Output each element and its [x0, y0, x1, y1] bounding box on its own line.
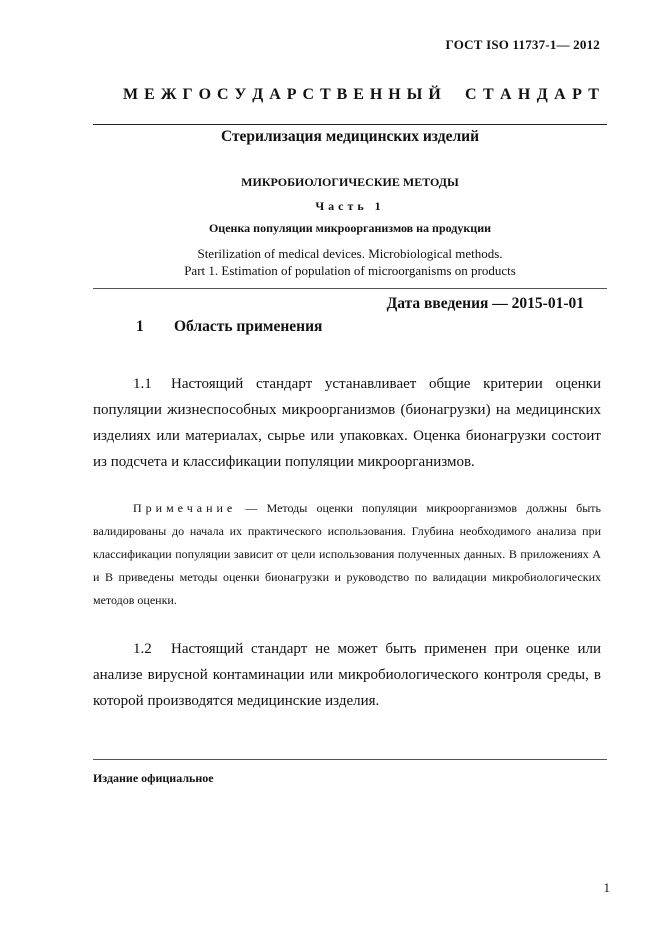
spread-letter: Й: [428, 86, 441, 103]
spread-letter: Д: [252, 86, 264, 103]
spread-letter: Е: [353, 86, 364, 103]
spread-letter: В: [336, 86, 348, 103]
top-divider: [93, 124, 607, 125]
section-title: Область применения: [174, 318, 323, 335]
page-number: 1: [603, 880, 610, 895]
english-title-line-2: Part 1. Estimation of population of microorganisms on products: [184, 263, 516, 278]
spread-letter: Н: [369, 86, 383, 103]
section-number: 1: [136, 318, 144, 335]
standard-kind: [123, 86, 599, 104]
note-label: Примечание: [133, 501, 237, 515]
standard-kind-word-2: [465, 86, 599, 104]
spread-letter: Н: [388, 86, 401, 103]
spread-letter: Ж: [160, 86, 177, 103]
spread-letter: Г: [182, 86, 193, 103]
spread-letter: Н: [517, 86, 531, 103]
paragraph-text: Настоящий стандарт не может быть применен при оценке или анализе вирусной контаминации или микробиологического контроля среды, в которой производятся медицинские изделия.: [93, 641, 601, 709]
spread-letter: А: [269, 86, 281, 103]
title-divider: [93, 288, 607, 289]
edition-label: Издание официальное: [93, 771, 214, 785]
spread-letter: О: [198, 86, 212, 103]
paragraph-text: Настоящий стандарт устанавливает общие критерии оценки популяции жизнеспособных микроорганизмов (бионагрузки) на медицинских изделиях или материалах, сырье или упаковках. Оценка бионагрузки состоит из подсчета и классификации популяции микроорганизмов.: [93, 376, 601, 470]
spread-letter: М: [123, 86, 139, 103]
note-text: — Методы оценки популяции микроорганизмов должны быть валидированы до начала их практического использования. Глубина необходимого анализа при классификации популяции зависит от цели использования полученных данных. В приложениях А и В приведены методы оценки бионагрузки и руководство по валидации микробиологических методов оценки.: [93, 501, 601, 607]
document-part-label: Часть 1: [315, 199, 385, 213]
spread-letter: Т: [482, 86, 494, 103]
paragraph-1-2: [93, 636, 601, 714]
spread-letter: Е: [144, 86, 155, 103]
spread-letter: Т: [588, 86, 599, 103]
spread-letter: Ы: [406, 86, 423, 103]
spread-letter: Д: [536, 86, 548, 103]
english-title: [93, 245, 607, 279]
standard-code: ГОСТ ISO 11737-1— 2012: [445, 37, 600, 52]
spread-letter: Р: [286, 86, 297, 103]
spread-letter: А: [554, 86, 566, 103]
spread-letter: С: [217, 86, 229, 103]
document-methods-heading: МИКРОБИОЛОГИЧЕСКИЕ МЕТОДЫ: [241, 175, 459, 189]
spread-letter: Т: [319, 86, 331, 103]
document-subtitle: Оценка популяции микроорганизмов на продукции: [208, 221, 492, 235]
spread-letter: А: [499, 86, 512, 103]
spread-letter: С: [302, 86, 315, 103]
paragraph-number: 1.2: [133, 641, 152, 657]
document-title: Стерилизация медицинских изделий: [220, 128, 480, 145]
note-block: [93, 497, 601, 612]
introduction-date: Дата введения — 2015-01-01: [386, 295, 584, 312]
paragraph-number: 1.1: [133, 376, 152, 392]
footer-divider: [93, 759, 607, 760]
spread-letter: У: [234, 86, 247, 103]
english-title-line-1: Sterilization of medical devices. Microbiological methods.: [197, 246, 503, 261]
spread-letter: Р: [572, 86, 582, 103]
spread-letter: С: [465, 86, 477, 103]
standard-kind-word-1: [123, 86, 441, 104]
paragraph-1-1: [93, 371, 601, 475]
